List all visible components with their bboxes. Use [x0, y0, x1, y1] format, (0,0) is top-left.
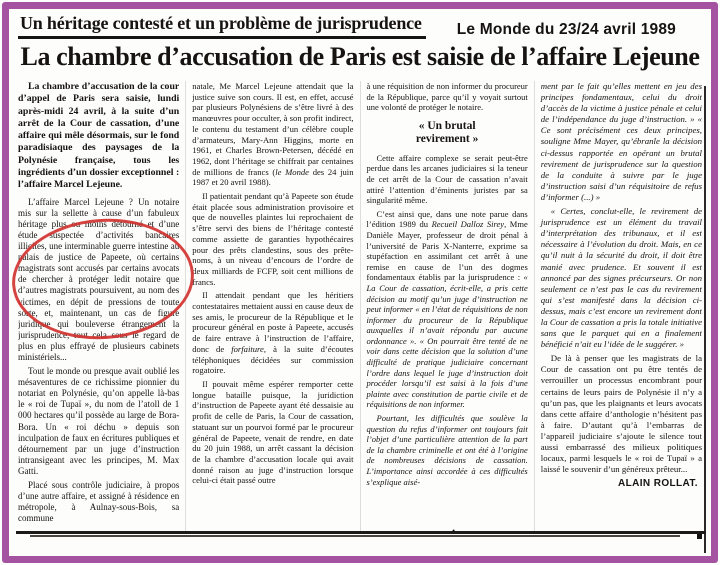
- right-column-rule: [704, 86, 706, 553]
- paragraph: Cette affaire complexe se serait peut-être perdue dans les arcanes judiciaires si la teneur de cet arrêt de la Cour de cassation n’avait attiré l’attention d’éminents juristes par sa singularité même.: [366, 152, 528, 206]
- paragraph: [192, 290, 353, 376]
- italic-quote: « La Cour de cassation, écrit-elle, a pris cette décision au motif qu’un juge d’instruction ne peut informer « en l’état de réquisitions de non informer du procureur de la République auxquelles il n’avait répondu par aucune ordonnance ». « On pourrait être tenté de ne voir dans cette décision que la solution d’une difficulté de pratique judiciaire concernant l’ordre dans lequel le juge d’instruction doit procéder lorsqu’il est saisi à la fois d’une plainte avec constitution de partie civile et de réquisitions de non informer.: [366, 272, 528, 410]
- kicker-row: [18, 13, 702, 39]
- paragraph-text: des 24 juin 1987 et 20 avril 1988).: [192, 166, 354, 188]
- article-column-4: [534, 81, 702, 533]
- page-content: [18, 11, 702, 553]
- bottom-rule: [16, 531, 706, 534]
- italic-paragraph: ment par le fait qu’elles mettent en jeu des principes fondamentaux, celui du droit d’accès de la victime à justice pénale et celui de l’indépendance du juge d’instruction. » « Ce sont précisément ces deux principes, souligne Mme Mayer, qu’ébranle la décision ci-dessus rapportée en opérant un brutal revirement de jurisprudence sur la question de la conduite à suivre par le juge d’instruction saisi d’un réquisitoire de refus d’informer (...) »: [540, 81, 702, 202]
- paragraph-text: natale, Me Marcel Lejeune attendait que la justice suive son cours. Il est, en effet, accusé par plusieurs Polynésiens de s’être livré à des manœuvres pour occulter, à son profit indirect, le contenu du testament d’un célèbre couple d’armateurs, Mary-Ann Higgins, morte en 1961, et Charles Brown-Petersen, décédé en 1962, dont l’héritage se chiffrait par centaines de millions de francs (: [192, 81, 354, 177]
- italic-reference: le Monde: [275, 166, 310, 177]
- paragraph: Tout le monde ou presque avait oublié les mésaventures de ce richissime pionnier du notariat en Polynésie, qu’on appelle là-bas le « roi de Tupaï », du nom de l’atoll de 1 000 hectares qu’il possède au large de Bora-Bora. Un « roi déchu » depuis son inculpation de faux en écritures publiques et détournement par un juge d’instruction intransigeant avec les principes, M. Max Gatti.: [18, 366, 180, 476]
- footnote-bullet: •: [452, 526, 456, 536]
- paragraph: [367, 209, 528, 410]
- main-headline: La chambre d’accusation de Paris est saisie de l’affaire Lejeune: [20, 42, 700, 71]
- section-subheading: « Un brutal revirement »: [415, 119, 479, 145]
- article-column-1: [18, 81, 179, 533]
- paragraph: De là à penser que les magistrats de la Cour de cassation ont pu être tentés de verrouiller un processus encombrant pour certains de leurs pairs de Polynésie il n’y a qu’un pas, que les plaignants et leurs avocats dans cette affaire d’anthologie n’hésitent pas à faire. D’autant qu’à l’embarras de l’appareil judiciaire s’ajoute le silence tout aussi embarrassé des milieux politiques locaux, parmi lesquels le « roi de Tupaï » a laissé le souvenir d’un généreux prêteur...: [540, 353, 702, 475]
- article-column-2: [185, 81, 353, 533]
- lead-paragraph: La chambre d’accusation de la cour d’appel de Paris sera saisie, lundi après-midi 24 avril, à la suite d’un arrêt de la Cour de cassation, d’une affaire qui mêle désormais, sur le fond paradisiaque des paysages de la Polynésie française, tous les ingrédients d’un dossier exceptionnel : l’affaire Marcel Lejeune.: [18, 81, 180, 191]
- bottom-rule-shadow: [30, 535, 680, 537]
- author-signature: ALAIN ROLLAT.: [617, 478, 698, 490]
- paragraph-text: , Mme Danièle Mayer, professeur de droit pénal à l’université de Paris X-Nanterre, exprime sa stupéfaction en assimilant cet arrêt à une remise en cause de l’un des dogmes fondamentaux établis par la jurisprudence :: [366, 219, 528, 283]
- paragraph-text: , à la suite d’écoutes téléphoniques décidées sur commission rogatoire.: [192, 343, 354, 376]
- paragraph: [192, 81, 353, 188]
- paragraph: à une réquisition de non informer du procureur de la République, parce qu’il y voyait surtout une volonté de protéger le notaire.: [366, 81, 528, 113]
- publication-date-label: Le Monde du 23/24 avril 1989: [456, 21, 676, 38]
- article-column-3: [360, 81, 528, 533]
- corner-ink-dot: [697, 534, 702, 539]
- paragraph: Il pouvait même espérer remporter cette longue bataille puisque, la juridiction d’instruction de Papeete ayant été dessaisie au profit de celle de Paris, la Cour de cassation, statuant sur un pourvoi formé par le procureur général de Papeete, venait de rendre, en date du 20 juin 1988, un arrêt cassant la décision de la chambre d’accusation locale qui avait donné raison au juge d’instruction lorsque celui-ci était passé outre: [192, 378, 354, 486]
- paragraph-text: C’est ainsi que, dans une note parue dans l’édition 1989 du: [366, 208, 528, 230]
- italic-term: forfaiture: [231, 343, 264, 354]
- italic-reference: Recueil Dalloz Sirey: [431, 219, 505, 230]
- paragraph: Il patientait pendant qu’à Papeete son étude était placée sous administration provisoire et que de nouvelles plaintes lui reprochaient de s’être servi des biens de l’héritage contesté comme assiette de garanties hypothécaires pour des prêts clandestins, sous des prête-noms, à un niveau d’encours de l’ordre de deux milliards de FCFP, soit cent millions de francs.: [192, 191, 354, 287]
- italic-paragraph: « Certes, conclut-elle, le revirement de jurisprudence est un élément du travail d’interprétation des tribunaux, et il est nécessaire à l’évolution du droit. Mais, en ce qu’il nuit à la sécurité du droit, il doit être manié avec prudence. Et souvent il est annoncé par des signes précurseurs. Or non seulement ce n’est pas le cas du revirement qui s’est manifesté dans la décision ci-dessus, mais c’est encore un revirement dont la Cour de cassation a pris la totale initiative sans que le parquet qui en a finalement bénéficié n’ait eu l’idée de le suggérer. »: [540, 206, 702, 350]
- italic-paragraph: Pourtant, les difficultés que soulève la question du refus d’informer ont toujours fait l’objet d’une particulière attention de la part de la chambre criminelle et ont été à l’origine de nombreuses décisions de cassation. L’importance ainsi accordée à ces difficultés s’explique aisé-: [366, 413, 528, 487]
- paragraph: Placé sous contrôle judiciaire, à propos d’une autre affaire, et assigné à résidence en métropole, à Aulnay-sous-Bois, sa commune: [18, 480, 180, 524]
- paragraph-text: Il attendait pendant que les héritiers contestataires mettaient aussi en cause deux de ses amis, le procureur de la République et le procureur général en poste à Papeete, accusés de faire entrave à l’instruction de l’affaire, donc de: [192, 290, 354, 354]
- article-body: [18, 81, 702, 533]
- kicker-title: Un héritage contesté et un problème de jurisprudence: [18, 13, 426, 39]
- paragraph: L’affaire Marcel Lejeune ? Un notaire mis sur la sellette à cause d’un fabuleux héritage plus ou moins détourné et d’une étude suspectée d’activités bancaires illicites, une interminable guerre intestine au palais de justice de Papeete, où certains magistrats sont accusés par certains avocats de chercher à protéger ledit notaire que d’autres magistrats poursuivent, au nom des victimes, en dépit de pressions de toute sorte, et, maintenant, un cas de figure juridique qui bouleverse étrangement la jurisprudence, tout cela sous le regard de plus en plus effrayé de plusieurs cabinets ministériels...: [18, 196, 180, 362]
